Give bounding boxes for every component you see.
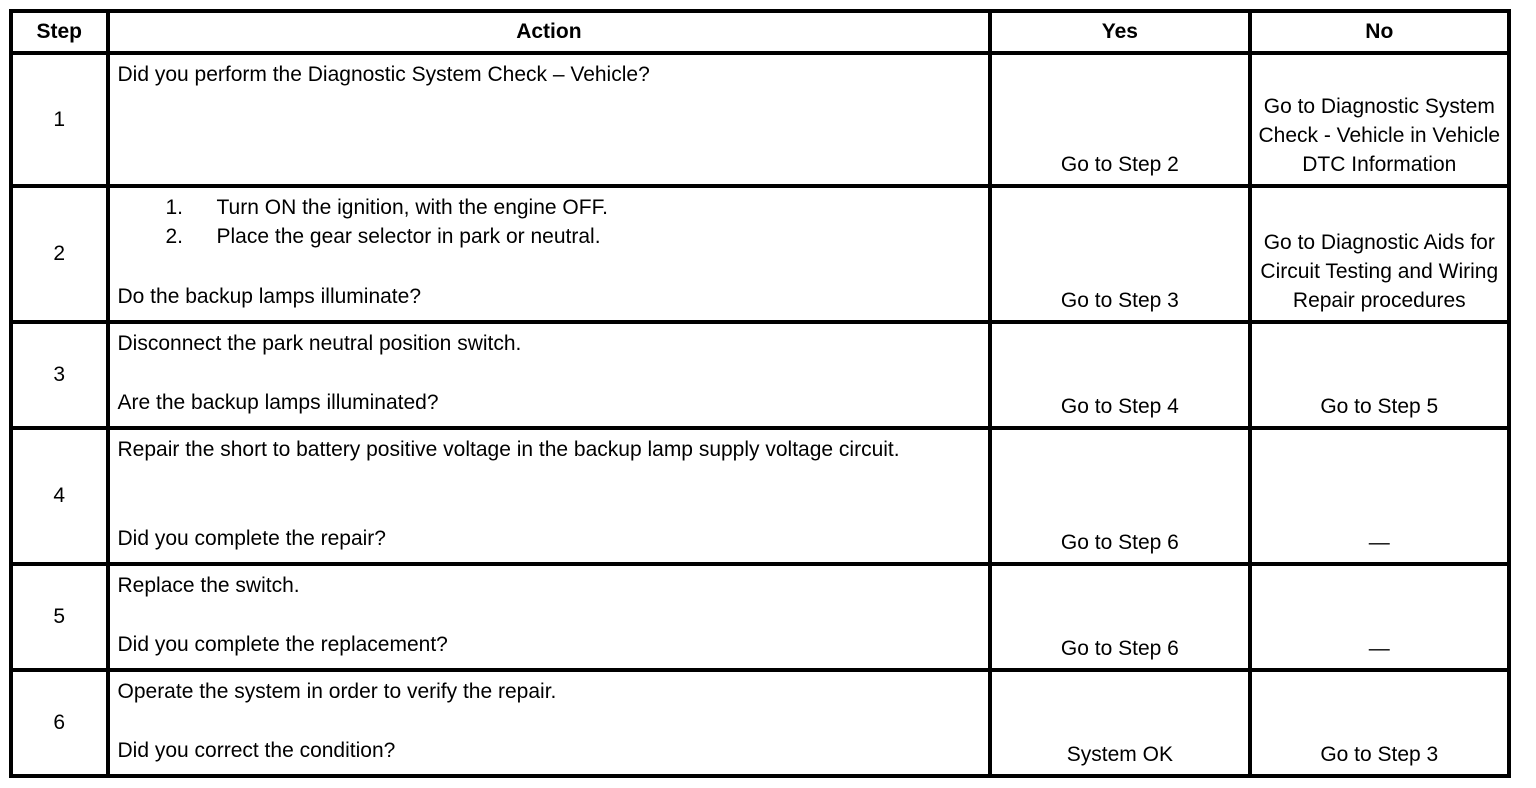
action-instruction: Did you perform the Diagnostic System Check – Vehicle? <box>117 63 650 86</box>
action-cell <box>108 428 991 564</box>
action-instruction: Replace the switch. <box>117 574 300 597</box>
table-body <box>11 53 1509 776</box>
table-row <box>11 670 1509 776</box>
action-cell <box>108 670 991 776</box>
step-number: 4 <box>11 428 108 564</box>
yes-result: Go to Step 4 <box>990 322 1249 428</box>
action-cell <box>108 186 991 322</box>
action-cell <box>108 322 991 428</box>
substep-list <box>118 193 981 251</box>
table-row <box>11 564 1509 670</box>
no-result: — <box>1250 428 1509 564</box>
step-number: 2 <box>11 186 108 322</box>
header-yes: Yes <box>990 11 1249 53</box>
table-header <box>11 11 1509 53</box>
list-item <box>118 193 981 222</box>
step-number: 6 <box>11 670 108 776</box>
no-result: Go to Diagnostic Aids for Circuit Testing and Wiring Repair procedures <box>1250 186 1509 322</box>
action-instruction: Repair the short to battery positive voltage in the backup lamp supply voltage circuit. <box>117 438 900 461</box>
yes-result: Go to Step 3 <box>990 186 1249 322</box>
header-row <box>11 11 1509 53</box>
yes-result: System OK <box>990 670 1249 776</box>
action-question: Do the backup lamps illuminate? <box>117 285 421 308</box>
step-number: 1 <box>11 53 108 186</box>
action-question: Did you complete the repair? <box>117 527 386 550</box>
action-cell <box>108 53 991 186</box>
action-instruction: Disconnect the park neutral position switch. <box>117 332 522 355</box>
action-question: Are the backup lamps illuminated? <box>117 391 439 414</box>
substep-text: Turn ON the ignition, with the engine OFF. <box>216 196 608 219</box>
header-no: No <box>1250 11 1509 53</box>
table-row <box>11 428 1509 564</box>
substep-text: Place the gear selector in park or neutral. <box>216 225 601 248</box>
yes-result: Go to Step 6 <box>990 428 1249 564</box>
table-row <box>11 322 1509 428</box>
diagnostic-table <box>9 9 1511 778</box>
substep-number: 2. <box>165 225 184 248</box>
action-cell <box>108 564 991 670</box>
table-row <box>11 53 1509 186</box>
table-row <box>11 186 1509 322</box>
list-item <box>118 222 981 251</box>
yes-result: Go to Step 2 <box>990 53 1249 186</box>
action-question: Did you correct the condition? <box>117 739 396 762</box>
action-instruction: Operate the system in order to verify the repair. <box>117 680 557 703</box>
no-result: Go to Step 5 <box>1250 322 1509 428</box>
no-result: — <box>1250 564 1509 670</box>
header-action: Action <box>108 11 991 53</box>
step-number: 5 <box>11 564 108 670</box>
no-result: Go to Step 3 <box>1250 670 1509 776</box>
yes-result: Go to Step 6 <box>990 564 1249 670</box>
action-question: Did you complete the replacement? <box>117 633 448 656</box>
no-result: Go to Diagnostic System Check - Vehicle in Vehicle DTC Information <box>1250 53 1509 186</box>
step-number: 3 <box>11 322 108 428</box>
substep-number: 1. <box>165 196 184 219</box>
header-step: Step <box>11 11 108 53</box>
